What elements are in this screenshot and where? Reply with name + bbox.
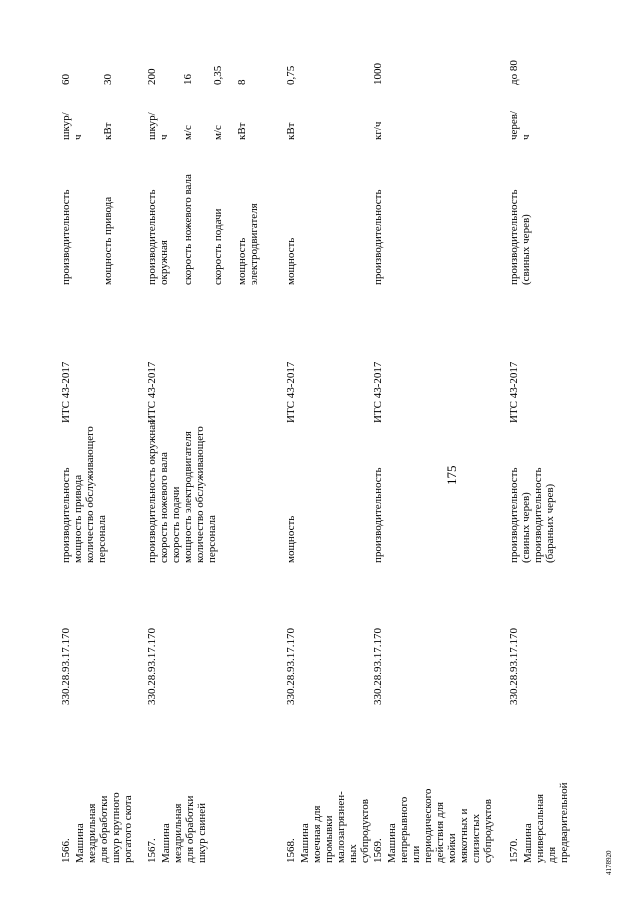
reference-document: ИТС 43-2017: [285, 361, 297, 423]
equipment-parameters: мощность: [285, 515, 297, 563]
parameter-name: производительность окружная: [146, 189, 170, 285]
equipment-code: 330.28.93.17.170: [60, 628, 72, 705]
parameter-value: 8: [236, 79, 248, 85]
parameter-name: производительность: [372, 189, 384, 285]
equipment-name: Машина непрерывного или периодического действия для мойки мякотных и слизистых субпродуктов: [386, 788, 494, 863]
parameter-name: скорость ножевого вала: [182, 174, 194, 285]
parameter-value: 0,35: [212, 65, 224, 85]
parameter-unit: м/с: [212, 125, 224, 140]
parameter-value: 16: [182, 74, 194, 85]
equipment-name: Машина моечная для промывки малозагрязнен-ных субпродуктов: [299, 791, 371, 863]
footer-code: 4178920: [605, 850, 613, 875]
parameter-name: производительность (свиных черев): [508, 189, 532, 285]
parameter-name: мощность привода: [102, 196, 114, 285]
parameter-unit: кВт: [285, 122, 297, 140]
row-number: 1570.: [508, 838, 520, 863]
equipment-code: 330.28.93.17.170: [508, 628, 520, 705]
equipment-parameters: производительность: [372, 467, 384, 563]
parameter-unit: шкур/ч: [146, 112, 170, 140]
reference-document: ИТС 43-2017: [146, 361, 158, 423]
row-number: 1568.: [285, 838, 297, 863]
page-number: 175: [444, 465, 459, 485]
reference-document: ИТС 43-2017: [372, 361, 384, 423]
parameter-name: мощность: [285, 237, 297, 285]
parameter-name: мощность электродвигателя: [236, 203, 260, 285]
reference-document: ИТС 43-2017: [508, 361, 520, 423]
equipment-parameters: производительность (свиных черев) производительность (бараньих черев): [508, 467, 556, 563]
parameter-value: 60: [60, 74, 72, 85]
parameter-value: 1000: [372, 63, 384, 85]
parameter-value: 200: [146, 68, 158, 85]
parameter-unit: кВт: [236, 122, 248, 140]
row-number: 1567.: [146, 838, 158, 863]
equipment-name: Машина мездрильная для обработки шкур крупного рогатого скота: [74, 792, 134, 863]
parameter-value: 0,75: [285, 65, 297, 85]
equipment-name: Машина мездрильная для обработки шкур свиней: [160, 795, 208, 863]
reference-document: ИТС 43-2017: [60, 361, 72, 423]
parameter-unit: шкур/ч: [60, 112, 84, 140]
row-number: 1566.: [60, 838, 72, 863]
parameter-name: скорость подачи: [212, 208, 224, 285]
parameter-unit: кВт: [102, 122, 114, 140]
equipment-name: Машина универсальная для предварительной: [522, 782, 570, 863]
parameter-value: 30: [102, 74, 114, 85]
equipment-code: 330.28.93.17.170: [146, 628, 158, 705]
equipment-code: 330.28.93.17.170: [372, 628, 384, 705]
parameter-unit: кг/ч: [372, 121, 384, 140]
parameter-name: производительность: [60, 189, 72, 285]
parameter-value: до 80: [508, 60, 520, 85]
equipment-code: 330.28.93.17.170: [285, 628, 297, 705]
row-number: 1569.: [372, 838, 384, 863]
equipment-parameters: производительность мощность привода количество обслуживающего персонала: [60, 426, 108, 563]
equipment-parameters: производительность окружная скорость ножевого вала скорость подачи мощность электродвигателя количество обслуживающего персонала: [146, 419, 218, 563]
parameter-unit: м/с: [182, 125, 194, 140]
parameter-unit: черев/ч: [508, 110, 532, 140]
